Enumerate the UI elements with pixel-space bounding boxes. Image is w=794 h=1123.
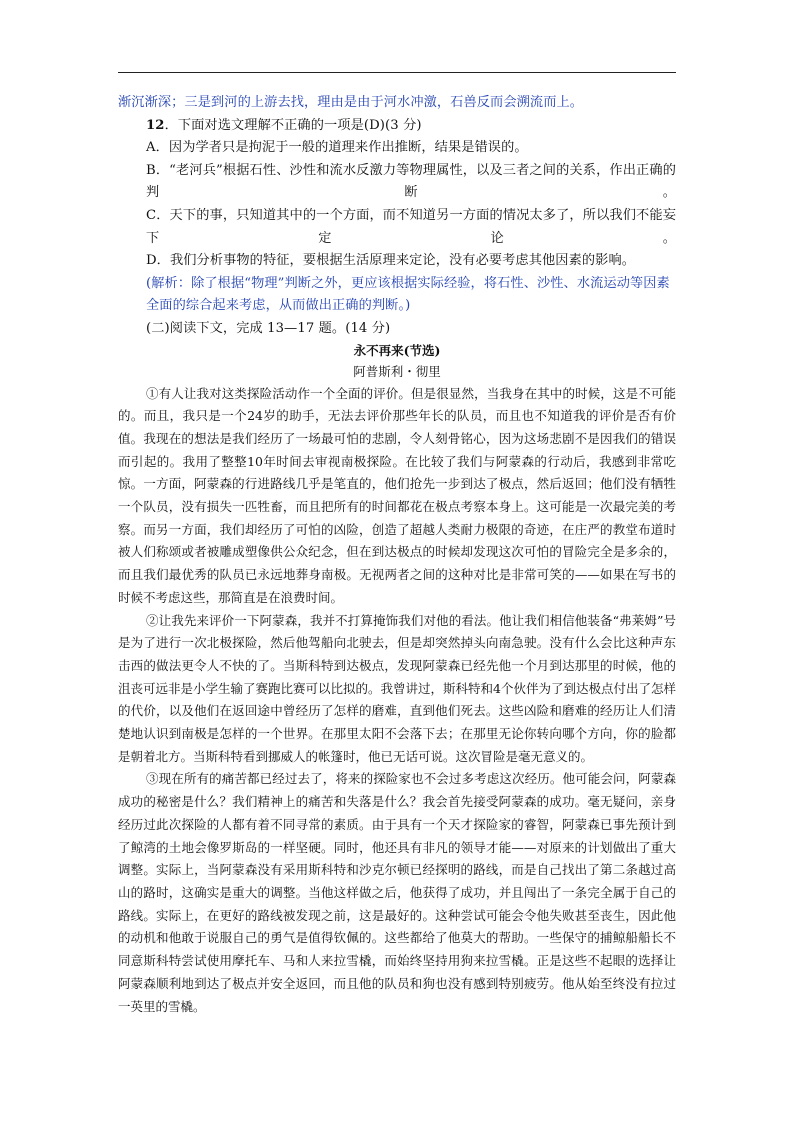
- question-12: [118, 115, 676, 138]
- option-b: B．“老河兵”根据石性、沙性和流水反激力等物理属性，以及三者之间的关系，作出正确的判断。: [146, 162, 676, 201]
- article-paragraph-2: ②让我先来评价一下阿蒙森，我并不打算掩饰我们对他的看法。他让我们相信他装备“弗莱姆”号是为了进行一次北极探险，然后他驾船向北驶去，但是却突然掉头向南急驶。没有什么会比这种声东击西的做法更令人不快的了。当斯科特到达极点，发现阿蒙森已经先他一个月到达那里的时候，他的沮丧可远非是小学生输了赛跑比赛可以比拟的。我曾讲过，斯科特和4个伙伴为了到达极点付出了怎样的代价，以及他们在返回途中曾经历了怎样的磨难，直到他们死去。这些凶险和磨难的经历让人们清楚地认识到南极是怎样的一个世界。在那里太阳不会落下去；在那里无论你转向哪个方向，你的脸都是朝着北方。当斯科特看到挪威人的帐篷时，他已无话可说。这次冒险是毫无意义的。: [118, 612, 676, 764]
- option-a: A．因为学者只是拘泥于一般的道理来作出推断，结果是错误的。: [146, 140, 528, 156]
- section-heading: (二)阅读下文，完成 13—17 题。(14 分): [146, 320, 391, 336]
- article-title: 永不再来(节选): [353, 342, 441, 358]
- question-number: 12: [146, 117, 165, 133]
- analysis-text: (解析：除了根据“物理”判断之外，更应该根据实际经验，将石性、沙性、水流运动等因素全面的综合起来考虑，从而做出正确的判断。): [146, 275, 670, 314]
- article-body: [118, 383, 676, 1019]
- article-author: 阿普斯利・彻里: [353, 363, 441, 379]
- answer-q11-tail: 渐沉渐深；三是到河的上游去找，理由是由于河水冲激，石兽反而会溯流而上。: [118, 95, 584, 110]
- header-rule: [118, 72, 676, 73]
- document-page: [118, 92, 676, 1018]
- question-stem: ．下面对选文理解不正确的一项是(D)(3 分): [164, 117, 422, 133]
- article-paragraph-3: ③现在所有的痛苦都已经过去了，将来的探险家也不会过多考虑这次经历。他可能会问，阿蒙森成功的秘密是什么？我们精神上的痛苦和失落是什么？我会首先接受阿蒙森的成功。毫无疑问，亲身经历过此次探险的人都有着不同寻常的素质。由于具有一个天才探险家的睿智，阿蒙森已事先预计到了鲸湾的土地会像罗斯岛的一样坚硬。同时，他还具有非凡的领导才能——对原来的计划做出了重大调整。实际上，当阿蒙森没有采用斯科特和沙克尔顿已经探明的路线，而是自己找出了第二条越过高山的路时，这确实是重大的调整。当他这样做之后，他获得了成功，并且闯出了一条完全属于自己的路线。实际上，在更好的路线被发现之前，这是最好的。这种尝试可能会令他失败甚至丧生，因此他的动机和他敢于说服自己的勇气是值得钦佩的。这些都给了他莫大的帮助。一些保守的捕鲸船船长不同意斯科特尝试使用摩托车、马和人来拉雪橇，而始终坚持用狗来拉雪橇。正是这些不起眼的选择让阿蒙森顺利地到达了极点并安全返回，而且他的队员和狗也没有感到特别疲劳。他从始至终没有拉过一英里的雪橇。: [118, 771, 676, 1014]
- option-d: D．我们分析事物的特征，要根据生活原理来定论，没有必要考虑其他因素的影响。: [146, 253, 636, 269]
- article-paragraph-1: ①有人让我对这类探险活动作一个全面的评价。但是很显然，当我身在其中的时候，这是不可能的。而且，我只是一个24岁的助手，无法去评价那些年长的队员，而且也不知道我的评价是否有价值。我现在的想法是我们经历了一场最可怕的悲剧，令人刻骨铭心，因为这场悲剧不是因我们的错误而引起的。我用了整整10年时间去审视南极探险。在比较了我们与阿蒙森的行动后，我感到非常吃惊。一方面，阿蒙森的行进路线几乎是笔直的，他们抢先一步到达了极点，然后返回；他们没有牺牲一个队员，没有损失一匹牲畜，而且把所有的时间都花在极点考察本身上。这可能是一次最完美的考察。而另一方面，我们却经历了可怕的凶险，创造了超越人类耐力极限的奇迹，在庄严的教堂布道时被人们称颂或者被雕成塑像供公众纪念，但在到达极点的时候却发现这次可怕的冒险完全是多余的，而且我们最优秀的队员已永远地葬身南极。无视两者之间的这种对比是非常可笑的——如果在写书的时候不考虑这些，那简直是在浪费时间。: [118, 385, 676, 605]
- option-c: C．天下的事，只知道其中的一个方面，而不知道另一方面的情况太多了，所以我们不能妄下定论。: [146, 207, 676, 246]
